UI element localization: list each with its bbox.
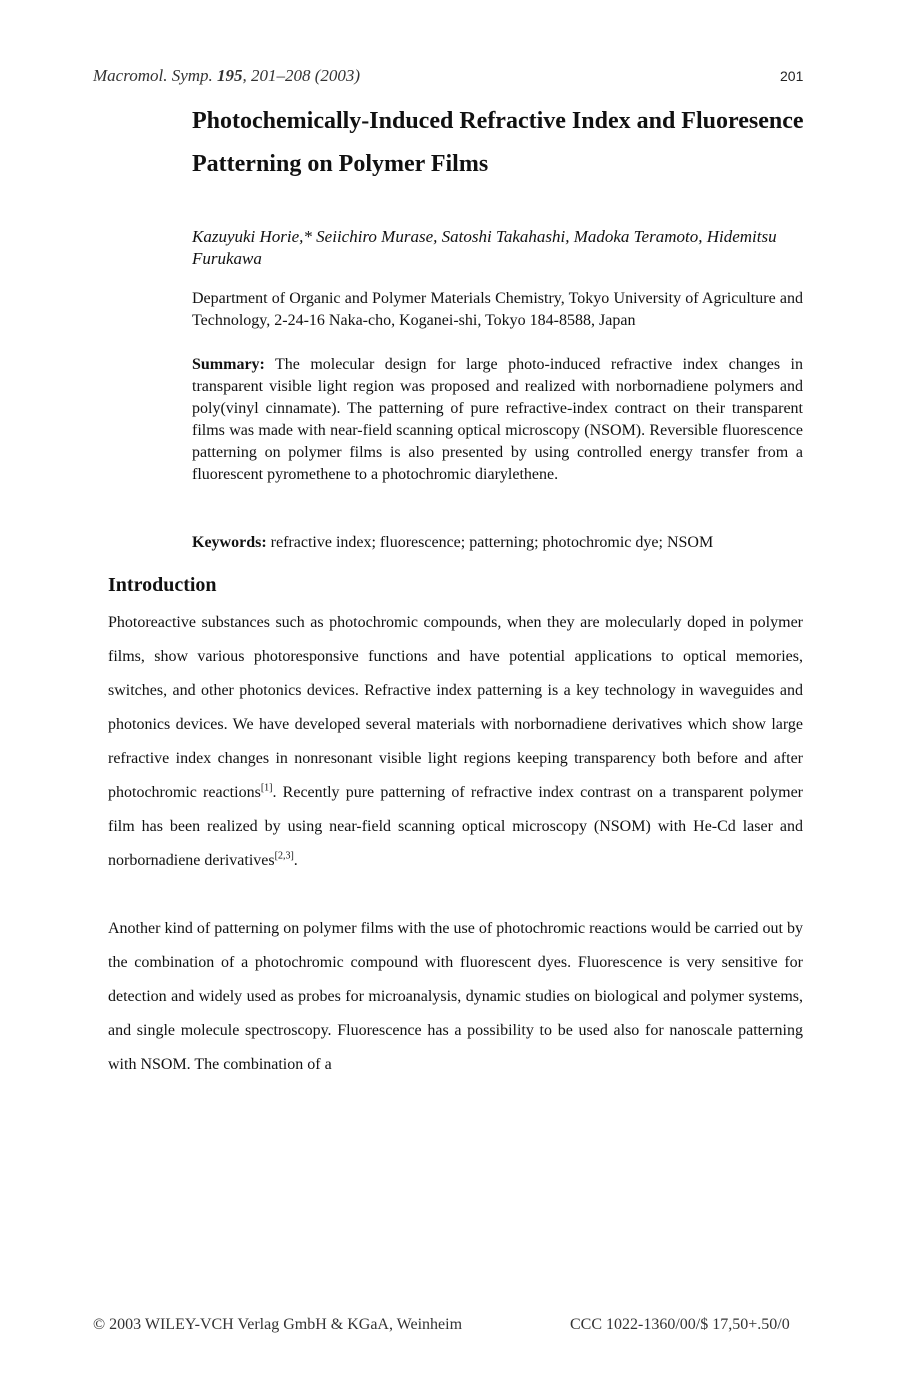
summary-text: The molecular design for large photo-induced refractive index changes in transparent visible light region was proposed and realized with norbornadiene polymers and poly(vinyl cinnamate). The patterning of pure refractive-index contract on their transparent films was made with near-field scanning optical microscopy (NSOM). Reversible fluorescence patterning on polymer films is also presented by using controlled energy transfer from a fluorescent pyromethene to a photochromic diarylethene. <box>192 356 803 483</box>
citation-ref-1[interactable]: [1] <box>260 782 273 794</box>
summary-label: Summary: <box>192 356 265 373</box>
introduction-paragraph-2: Another kind of patterning on polymer films with the use of photochromic reactions would be carried out by the combination of a photochromic compound with fluorescent dyes. Fluorescence is very sensitive for detection and widely used as probes for microanalysis, dynamic studies on biological and polymer systems, and single molecule spectroscopy. Fluorescence has a possibility to be used also for nanoscale patterning with NSOM. The combination of a <box>108 920 803 1073</box>
journal-citation <box>93 66 360 86</box>
affiliation: Department of Organic and Polymer Materials Chemistry, Tokyo University of Agriculture and Technology, 2-24-16 Naka-cho, Koganei-shi, Tokyo 184-8588, Japan <box>192 290 803 329</box>
paragraph-text: Photoreactive substances such as photochromic compounds, when they are molecularly doped in polymer films, show various photoresponsive functions and have potential applications to optical memories, switches, and other photonics devices. Refractive index patterning is a key technology in waveguides and photonics devices. We have developed several materials with norbornadiene derivatives which show large refractive index changes in nonresonant visible light regions keeping transparency both before and after photochromic reactions <box>108 614 803 801</box>
section-heading-introduction: Introduction <box>108 574 217 596</box>
keywords <box>192 532 803 554</box>
page-number: 201 <box>780 68 804 84</box>
introduction-paragraph-1 <box>108 606 803 878</box>
abstract <box>192 354 803 486</box>
citation-ref-2-3[interactable]: [2,3] <box>274 850 294 862</box>
footer-code: CCC 1022-1360/00/$ 17,50+.50/0 <box>570 1316 790 1333</box>
keywords-text: refractive index; fluorescence; patterning; photochromic dye; NSOM <box>266 534 714 551</box>
journal-volume: 195 <box>217 66 243 85</box>
journal-pages-year: , 201–208 (2003) <box>242 66 361 85</box>
paper-title: Photochemically-Induced Refractive Index and Fluoresence Patterning on Polymer Films <box>192 108 804 177</box>
journal-name: Macromol. Symp. <box>93 66 213 85</box>
author-list: Kazuyuki Horie,* Seiichiro Murase, Satoshi Takahashi, Madoka Teramoto, Hidemitsu Furukawa <box>192 227 777 268</box>
footer-copyright: © 2003 WILEY-VCH Verlag GmbH & KGaA, Weinheim <box>93 1316 463 1333</box>
paragraph-text: . <box>293 852 298 869</box>
paragraph-text: . Recently pure patterning of refractive index contrast on a transparent polymer film has been realized by using near-field scanning optical microscopy (NSOM) with He-Cd laser and norbornadiene derivatives <box>108 784 804 869</box>
keywords-label: Keywords: <box>192 534 267 551</box>
